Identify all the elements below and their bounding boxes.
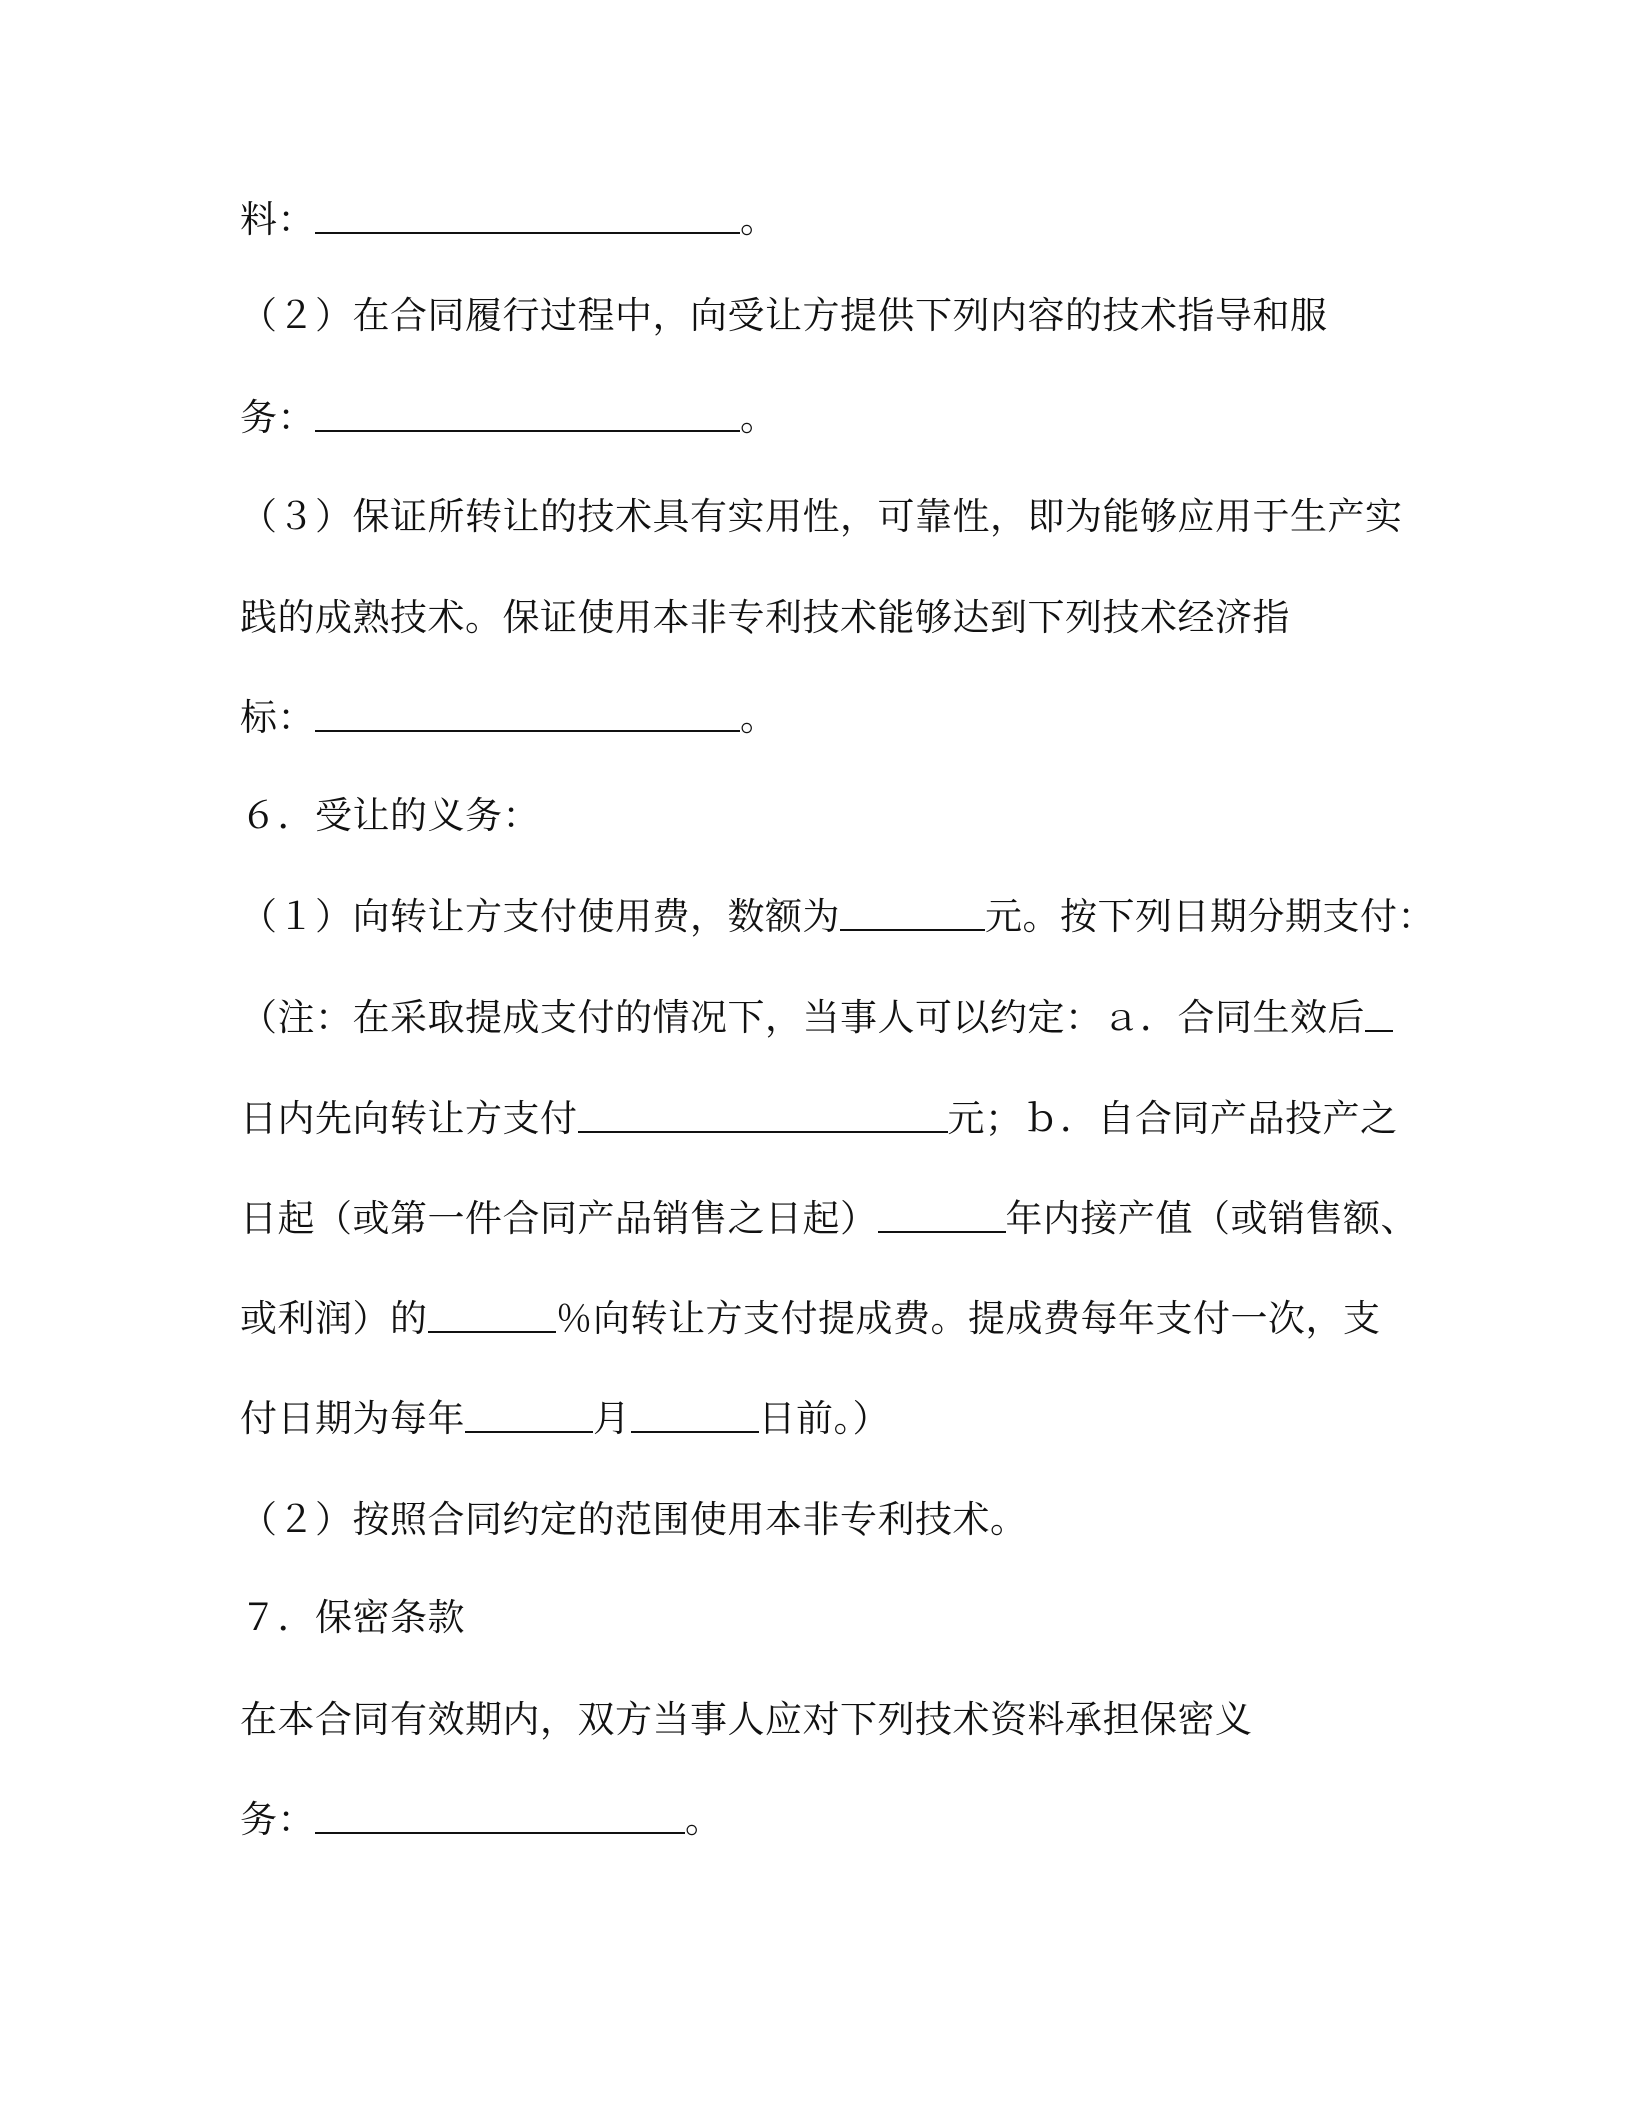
- fill-blank-field[interactable]: [631, 1395, 759, 1433]
- line-text: 付日期为每年: [240, 1397, 465, 1440]
- line-text: ７．保密条款: [240, 1596, 465, 1639]
- line-text: 月: [593, 1397, 631, 1440]
- line-text: 。: [740, 396, 778, 439]
- line-text: 务：: [240, 1798, 315, 1841]
- fill-blank-field[interactable]: [465, 1395, 593, 1433]
- line-text: （２）按照合同约定的范围使用本非专利技术。: [240, 1498, 1028, 1541]
- text-line-10: [240, 1095, 1398, 1143]
- line-text: 元；ｂ．自合同产品投产之: [947, 1097, 1398, 1140]
- text-line-12: [240, 1295, 1381, 1343]
- line-text: 在本合同有效期内，双方当事人应对下列技术资料承担保密义: [240, 1698, 1253, 1741]
- text-line-17: [240, 1796, 723, 1844]
- line-text: 务：: [240, 396, 315, 439]
- line-text: 日起（或第一件合同产品销售之日起）: [240, 1197, 878, 1240]
- line-text: 。: [685, 1798, 723, 1841]
- fill-blank-field[interactable]: [315, 1796, 685, 1834]
- line-text: 。: [740, 696, 778, 739]
- text-line-3: [240, 394, 778, 442]
- section-heading: [240, 1594, 465, 1642]
- text-line-5: [240, 594, 1290, 642]
- fill-blank-field[interactable]: [315, 394, 740, 432]
- text-line-14: [240, 1496, 1028, 1544]
- line-text: （２）在合同履行过程中，向受让方提供下列内容的技术指导和服: [240, 294, 1328, 337]
- line-text: ％向转让方支付提成费。提成费每年支付一次，支: [555, 1297, 1381, 1340]
- text-line-4: [240, 493, 1403, 541]
- text-line-8: [240, 893, 1435, 941]
- fill-blank-field[interactable]: [315, 196, 740, 234]
- fill-blank-field[interactable]: [840, 893, 985, 931]
- line-text: 。: [740, 198, 778, 241]
- text-line-11: [240, 1195, 1418, 1243]
- fill-blank-field[interactable]: [578, 1095, 948, 1133]
- fill-blank-field[interactable]: [315, 694, 740, 732]
- line-text: （注：在采取提成支付的情况下，当事人可以约定：ａ．合同生效后: [240, 996, 1365, 1039]
- line-text: 践的成熟技术。保证使用本非专利技术能够达到下列技术经济指: [240, 596, 1290, 639]
- line-text: 或利润）的: [240, 1297, 428, 1340]
- text-line-9: [240, 994, 1393, 1042]
- fill-blank-field[interactable]: [428, 1295, 556, 1333]
- line-text: 年内接产值（或销售额、: [1005, 1197, 1418, 1240]
- section-heading: [240, 792, 540, 840]
- text-line-16: [240, 1696, 1253, 1744]
- line-text: ６．受让的义务：: [240, 794, 540, 837]
- fill-blank-field[interactable]: [1365, 994, 1393, 1032]
- text-line-13: [240, 1395, 890, 1443]
- line-text: 日前。）: [758, 1397, 890, 1440]
- line-text: （３）保证所转让的技术具有实用性，可靠性，即为能够应用于生产实: [240, 495, 1403, 538]
- line-text: 日内先向转让方支付: [240, 1097, 578, 1140]
- line-text: （１）向转让方支付使用费，数额为: [240, 895, 840, 938]
- line-text: 元。按下列日期分期支付：: [985, 895, 1435, 938]
- line-text: 标：: [240, 696, 315, 739]
- text-line-6: [240, 694, 778, 742]
- fill-blank-field[interactable]: [878, 1195, 1006, 1233]
- text-line-2: [240, 292, 1328, 340]
- text-line-1: [240, 196, 778, 244]
- line-text: 料：: [240, 198, 315, 241]
